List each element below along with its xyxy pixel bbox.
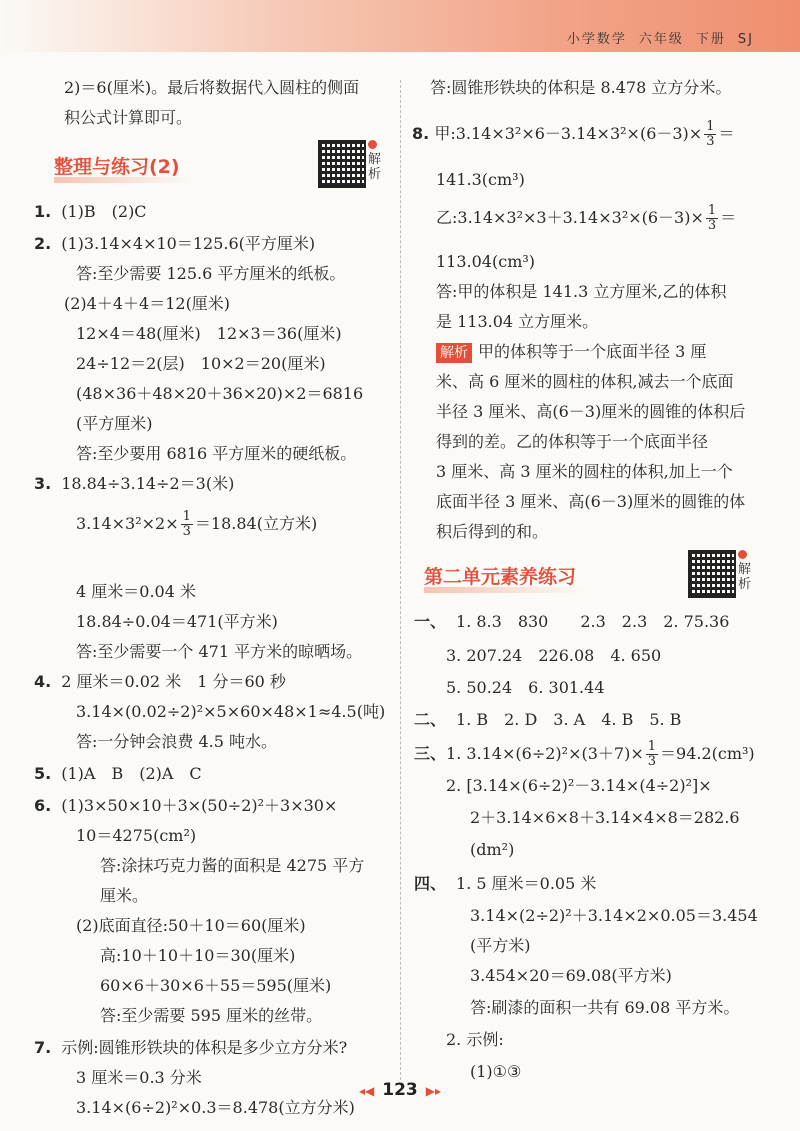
answer-text: 3 厘米、高 3 厘米的圆柱的体积,加上一个 xyxy=(436,462,733,481)
answer-text: 1. 5 厘米＝0.05 米 xyxy=(456,874,597,893)
san-pre: 1. 3.14×(6÷2)²×(3＋7)× xyxy=(446,744,644,763)
answer-text: 积后得到的和。 xyxy=(436,522,549,541)
answer-line xyxy=(436,520,548,544)
answer-text: 答:至少要用 6816 平方厘米的硬纸板。 xyxy=(76,444,357,463)
answer-text: 答:涂抹巧克力酱的面积是 4275 平方 xyxy=(100,856,365,875)
analysis-line xyxy=(436,340,706,364)
answer-text: 24÷12＝2(层) 10×2＝20(厘米) xyxy=(76,354,326,373)
answer-text: 答:一分钟会浪费 4.5 吨水。 xyxy=(76,732,278,751)
answer-text: 3.14×(0.02÷2)²×5×60×48×1≈4.5(吨) xyxy=(76,702,386,721)
answer-line xyxy=(446,774,712,798)
answer-text: (48×36＋48×20＋36×20)×2＝6816 xyxy=(76,384,364,403)
q8-yi-post: ＝ xyxy=(720,208,737,227)
fraction xyxy=(181,510,193,539)
answer-text: (1)B (2)C xyxy=(61,202,147,221)
answer-line xyxy=(436,370,733,394)
next-arrows-icon: ▶▸ xyxy=(425,1084,442,1098)
answer-line xyxy=(436,168,525,192)
section-title-review: 整理与练习(2) xyxy=(54,152,180,179)
answer-text: (平方米) xyxy=(470,936,531,955)
answer-line xyxy=(100,944,295,968)
play-dot-icon xyxy=(738,550,747,559)
item-number: 一、 xyxy=(414,612,447,631)
analysis-tag: 解析 xyxy=(436,343,472,363)
answer-text: 答:至少需要 595 厘米的丝带。 xyxy=(100,1006,323,1025)
answer-line xyxy=(430,76,731,100)
fraction xyxy=(706,204,718,233)
answer-text: 1. 8.3 830 2.3 2.3 2. 75.36 xyxy=(456,612,730,631)
answer-line xyxy=(34,762,202,786)
answer-text: 4 厘米＝0.04 米 xyxy=(76,582,196,601)
answer-text: 2. 示例: xyxy=(446,1030,504,1049)
q8-yi-pre: 乙:3.14×3²×3＋3.14×3²×(6－3)× xyxy=(436,208,704,227)
frac-den: 3 xyxy=(707,218,717,233)
answer-text: (1)3×50×10＋3×(50÷2)²＋3×30× xyxy=(61,796,338,815)
answer-line xyxy=(470,996,739,1020)
answer-text: (平方厘米) xyxy=(76,414,153,433)
answer-line xyxy=(76,914,306,938)
answer-line xyxy=(76,730,277,754)
qr-code-icon[interactable] xyxy=(318,140,366,188)
answer-line xyxy=(76,610,278,634)
answer-line xyxy=(436,400,745,424)
q3-pre: 3.14×3²×2× xyxy=(76,514,179,533)
answer-text: 高:10＋10＋10＝30(厘米) xyxy=(100,946,296,965)
answer-line xyxy=(100,1004,322,1028)
item-number: 2. xyxy=(34,234,52,253)
answer-text: 10＝4275(cm²) xyxy=(76,826,197,845)
answer-line xyxy=(76,580,196,604)
answer-text: 底面半径 3 厘米、高(6－3)厘米的圆锥的体 xyxy=(436,492,746,511)
answer-text: 12×4＝48(厘米) 12×3＝36(厘米) xyxy=(76,324,342,343)
q8-number: 8. xyxy=(412,124,430,143)
answer-line xyxy=(436,430,708,454)
fraction xyxy=(646,740,658,769)
answer-line xyxy=(470,964,672,988)
item-number: 3. xyxy=(34,474,52,493)
item-number: 四、 xyxy=(414,874,447,893)
frac-den: 3 xyxy=(647,754,657,769)
answer-text: 答:圆锥形铁块的体积是 8.478 立方分米。 xyxy=(430,78,732,97)
answer-text: 3 厘米＝0.3 分米 xyxy=(76,1068,202,1087)
frac-den: 3 xyxy=(706,134,715,149)
answer-text: 113.04(cm³) xyxy=(436,252,536,271)
qr-label: 解析 xyxy=(738,562,752,592)
q8-jia-pre: 甲:3.14×3²×6－3.14×3²×(6－3)× xyxy=(434,124,703,143)
q8-jia-line xyxy=(412,120,735,149)
item-number: 7. xyxy=(34,1038,52,1057)
answer-line xyxy=(100,884,148,908)
answer-text: 1. B 2. D 3. A 4. B 5. B xyxy=(456,710,682,729)
answer-line xyxy=(446,644,661,668)
answer-text: (dm²) xyxy=(470,840,515,859)
answer-text: 3. 207.24 226.08 4. 650 xyxy=(446,646,662,665)
answer-text: 是 113.04 立方厘米。 xyxy=(436,312,599,331)
answer-text: 得到的差。乙的体积等于一个底面半径 xyxy=(436,432,709,451)
answer-line xyxy=(64,292,230,316)
qr-label: 解析 xyxy=(368,152,382,182)
q3-post: ＝18.84(立方米) xyxy=(194,514,318,533)
header-volume: 下册 xyxy=(695,32,726,47)
answer-line xyxy=(436,250,535,274)
answer-line xyxy=(34,670,286,694)
section-title-unit2: 第二单元素养练习 xyxy=(424,562,576,589)
item-number: 二、 xyxy=(414,710,447,729)
qr-code-icon[interactable] xyxy=(688,550,736,598)
answer-line xyxy=(76,322,342,346)
answer-line xyxy=(34,200,147,224)
answer-line xyxy=(76,640,362,664)
answer-line xyxy=(100,854,364,878)
header-edition: SJ xyxy=(737,32,754,47)
answer-text: 答:甲的体积是 141.3 立方厘米,乙的体积 xyxy=(436,282,727,301)
answer-text: (1)3.14×4×10＝125.6(平方厘米) xyxy=(61,234,316,253)
answer-text: 答:至少需要一个 471 平方米的晾晒场。 xyxy=(76,642,363,661)
answer-line xyxy=(76,352,326,376)
answer-line xyxy=(436,280,726,304)
page-header xyxy=(0,0,800,52)
answer-line xyxy=(414,708,681,732)
answer-line xyxy=(34,794,337,818)
answer-line xyxy=(470,934,531,958)
answer-line xyxy=(34,1036,347,1060)
answer-text: 积公式计算即可。 xyxy=(64,108,193,127)
answer-text: 18.84÷0.04＝471(平方米) xyxy=(76,612,278,631)
answer-line xyxy=(34,232,315,256)
answer-line xyxy=(446,1028,504,1052)
frac-num: 1 xyxy=(706,119,715,134)
answer-text: (2)4＋4＋4＝12(厘米) xyxy=(64,294,231,313)
answer-text: 2＋3.14×6×8＋3.14×4×8＝282.6 xyxy=(470,808,740,827)
answer-line xyxy=(76,700,385,724)
item-number: 4. xyxy=(34,672,52,691)
item-number: 5. xyxy=(34,764,52,783)
frac-num: 1 xyxy=(182,509,191,524)
answer-line xyxy=(446,676,605,700)
answer-line xyxy=(76,412,153,436)
q8-jia-post: ＝ xyxy=(718,124,735,143)
answer-text: 3.14×(2÷2)²＋3.14×2×0.05＝3.454 xyxy=(470,906,758,925)
answer-text: 2 厘米＝0.02 米 1 分＝60 秒 xyxy=(61,672,286,691)
answer-line xyxy=(436,310,598,334)
answer-text: 5. 50.24 6. 301.44 xyxy=(446,678,605,697)
frac-num: 1 xyxy=(707,203,717,218)
answer-text: (1)①③ xyxy=(470,1062,522,1081)
answer-line xyxy=(34,472,234,496)
header-text xyxy=(555,28,754,47)
q8-yi-line xyxy=(436,204,736,233)
play-dot-icon xyxy=(368,140,377,149)
answer-line xyxy=(76,262,345,286)
prev-arrows-icon: ◂◀ xyxy=(358,1084,375,1098)
fraction xyxy=(704,120,716,149)
san-post: ＝94.2(cm³) xyxy=(660,744,755,763)
answer-text: 答:刷漆的面积一共有 69.08 平方米。 xyxy=(470,998,740,1017)
answer-line xyxy=(64,76,359,100)
answer-text: 60×6＋30×6＋55＝595(厘米) xyxy=(100,976,332,995)
answer-text: 半径 3 厘米、高(6－3)厘米的圆锥的体积后 xyxy=(436,402,746,421)
answer-text: 厘米。 xyxy=(100,886,149,905)
san-number: 三、 xyxy=(414,744,447,763)
answer-text: 答:至少需要 125.6 平方厘米的纸板。 xyxy=(76,264,346,283)
answer-text: 141.3(cm³) xyxy=(436,170,525,189)
answer-line xyxy=(470,838,514,862)
answer-text: 2. [3.14×(6÷2)²－3.14×(4÷2)²]× xyxy=(446,776,712,795)
answer-line xyxy=(436,460,733,484)
answer-text: 米、高 6 厘米的圆柱的体积,减去一个底面 xyxy=(436,372,734,391)
item-number: 1. xyxy=(34,202,52,221)
answer-line xyxy=(414,872,596,896)
answer-text: (1)A B (2)A C xyxy=(61,764,202,783)
answer-text: 2)＝6(厘米)。最后将数据代入圆柱的侧面 xyxy=(64,78,360,97)
header-grade: 六年级 xyxy=(638,32,684,47)
header-subject: 小学数学 xyxy=(566,32,627,47)
frac-den: 3 xyxy=(182,524,191,539)
answer-line xyxy=(76,442,356,466)
analysis-text: 甲的体积等于一个底面半径 3 厘 xyxy=(478,342,707,361)
answer-line xyxy=(100,974,331,998)
answer-line xyxy=(470,806,740,830)
answer-text: 3.454×20＝69.08(平方米) xyxy=(470,966,672,985)
answer-line xyxy=(414,610,729,634)
answer-text: 示例:圆锥形铁块的体积是多少立方分米? xyxy=(61,1038,348,1057)
answer-line xyxy=(76,382,363,406)
answer-text: 3.14×(6÷2)²×0.3＝8.478(立方分米) xyxy=(76,1098,355,1117)
answer-text: 18.84÷3.14÷2＝3(米) xyxy=(61,474,235,493)
column-divider xyxy=(400,80,401,1080)
answer-line xyxy=(76,824,196,848)
san-line xyxy=(414,740,755,769)
page-footer xyxy=(0,1080,800,1100)
item-number: 6. xyxy=(34,796,52,815)
answer-line xyxy=(436,490,745,514)
answer-text: (2)底面直径:50＋10＝60(厘米) xyxy=(76,916,306,935)
frac-num: 1 xyxy=(647,739,657,754)
q3-volume-line xyxy=(76,510,317,539)
page-number: 123 xyxy=(382,1080,418,1100)
answer-line xyxy=(64,106,192,130)
answer-line xyxy=(470,904,758,928)
